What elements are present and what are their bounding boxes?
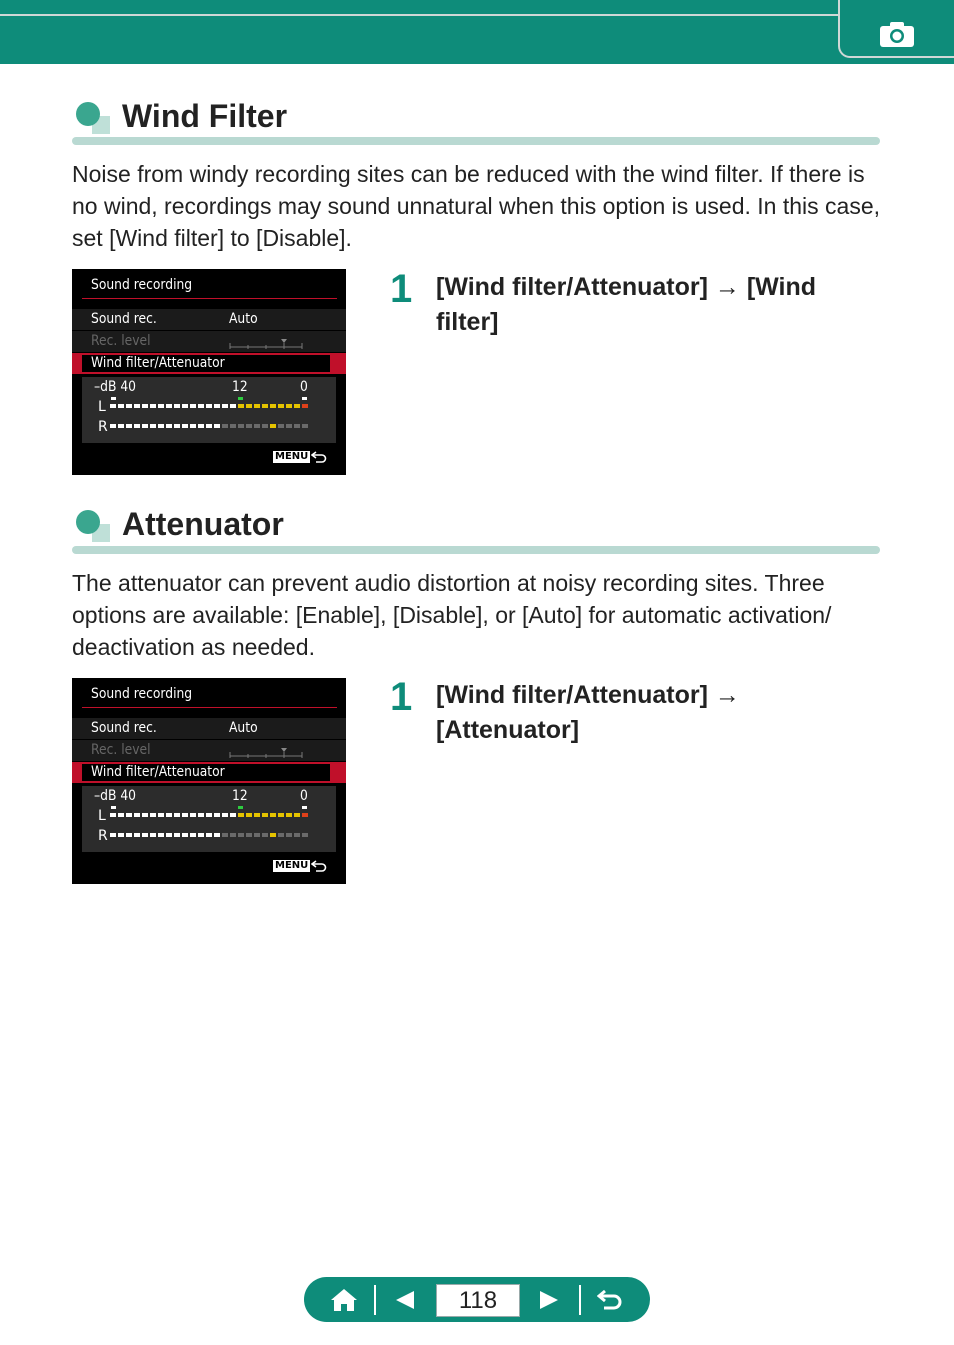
meter-segment <box>262 404 268 408</box>
meter-segment <box>238 404 244 408</box>
meter-segment <box>294 813 300 817</box>
meter-segment <box>230 424 236 428</box>
step-text: [Wind filter/Attenuator] → [Wind filter] <box>436 273 817 336</box>
meter-db-label: –dB 40 <box>94 788 137 804</box>
right-channel-bars <box>110 833 310 839</box>
audio-level-meter <box>82 786 336 852</box>
screen-title: Sound recording <box>91 277 193 293</box>
menu-badge: MENU <box>275 451 309 462</box>
meter-segment <box>246 833 252 837</box>
next-arrow-icon[interactable] <box>538 1289 560 1311</box>
section-body: Noise from windy recording sites can be reduced with the wind filter. If there is no wind, recordings may sound unnatural when this option is used. In this case, set [Wind filter] to [Disable]. <box>72 161 881 251</box>
meter-mid-label: 12 <box>232 379 248 395</box>
section-bullet-icon <box>74 100 110 136</box>
meter-segment <box>270 404 276 408</box>
meter-segment <box>166 833 172 837</box>
screen-title-line <box>82 298 337 299</box>
section-bullet-icon <box>74 508 110 544</box>
right-channel-bars <box>110 424 310 430</box>
meter-tick <box>111 806 116 809</box>
meter-segment <box>174 833 180 837</box>
meter-segment <box>286 424 292 428</box>
meter-segment <box>254 813 260 817</box>
meter-segment <box>214 813 220 817</box>
meter-segment <box>134 424 140 428</box>
meter-segment <box>142 424 148 428</box>
meter-segment <box>214 424 220 428</box>
meter-segment <box>166 424 172 428</box>
meter-segment <box>190 813 196 817</box>
meter-segment <box>230 813 236 817</box>
meter-segment <box>278 404 284 408</box>
meter-tick <box>111 397 116 400</box>
meter-segment <box>286 833 292 837</box>
left-channel-label: L <box>98 808 106 824</box>
page-number: 118 <box>436 1284 520 1317</box>
selected-item-label: Wind filter/Attenuator <box>91 355 225 371</box>
meter-segment <box>206 833 212 837</box>
meter-segment <box>286 404 292 408</box>
meter-segment <box>118 404 124 408</box>
meter-segment <box>182 813 188 817</box>
meter-segment <box>238 813 244 817</box>
meter-segment <box>182 833 188 837</box>
camera-screen-attenuator <box>72 678 346 884</box>
meter-segment <box>126 404 132 408</box>
meter-segment <box>222 404 228 408</box>
meter-segment <box>222 813 228 817</box>
meter-segment <box>286 813 292 817</box>
audio-level-meter <box>82 377 336 443</box>
menu-return-hint <box>273 449 329 465</box>
sound-rec-row <box>72 309 346 330</box>
meter-segment <box>158 813 164 817</box>
meter-tick <box>238 397 243 400</box>
meter-segment <box>278 813 284 817</box>
return-icon <box>311 859 327 873</box>
meter-segment <box>110 813 116 817</box>
meter-segment <box>238 424 244 428</box>
meter-segment <box>302 813 308 817</box>
meter-segment <box>238 833 244 837</box>
meter-segment <box>134 404 140 408</box>
meter-segment <box>302 833 308 837</box>
step-number: 1 <box>390 267 413 311</box>
menu-return-hint <box>273 858 329 874</box>
section-heading-attenuator <box>72 506 672 546</box>
meter-segment <box>174 404 180 408</box>
rec-level-label: Rec. level <box>91 333 151 349</box>
meter-segment <box>214 833 220 837</box>
meter-segment <box>126 424 132 428</box>
rec-level-scale-icon <box>229 339 303 349</box>
return-icon[interactable] <box>597 1287 623 1313</box>
left-channel-bars <box>110 813 310 819</box>
meter-segment <box>150 813 156 817</box>
meter-segment <box>150 424 156 428</box>
meter-segment <box>110 833 116 837</box>
sound-rec-row <box>72 718 346 739</box>
section-rule <box>72 546 880 554</box>
nav-separator <box>579 1285 581 1315</box>
meter-segment <box>230 833 236 837</box>
meter-segment <box>174 813 180 817</box>
meter-segment <box>278 424 284 428</box>
return-icon <box>311 450 327 464</box>
meter-segment <box>198 813 204 817</box>
step-text: [Wind filter/Attenuator] → [Attenuator] <box>436 681 740 744</box>
rec-level-scale-icon <box>229 748 303 758</box>
meter-segment <box>166 404 172 408</box>
right-channel-label: R <box>98 828 108 844</box>
meter-tick <box>302 397 307 400</box>
meter-segment <box>198 424 204 428</box>
meter-segment <box>190 404 196 408</box>
meter-tick <box>302 806 307 809</box>
meter-segment <box>270 424 276 428</box>
meter-segment <box>110 404 116 408</box>
right-channel-label: R <box>98 419 108 435</box>
sound-rec-value: Auto <box>229 720 258 736</box>
meter-segment <box>294 833 300 837</box>
meter-segment <box>246 813 252 817</box>
section-title: Attenuator <box>122 506 284 542</box>
meter-segment <box>254 833 260 837</box>
meter-segment <box>294 424 300 428</box>
left-channel-label: L <box>98 399 106 415</box>
sound-rec-value: Auto <box>229 311 258 327</box>
home-icon[interactable] <box>329 1287 359 1313</box>
meter-segment <box>302 424 308 428</box>
meter-segment <box>134 813 140 817</box>
meter-segment <box>198 833 204 837</box>
meter-segment <box>222 424 228 428</box>
meter-segment <box>118 813 124 817</box>
camera-screen-wind-filter <box>72 269 346 475</box>
meter-segment <box>262 424 268 428</box>
meter-segment <box>158 424 164 428</box>
section-body: The attenuator can prevent audio distortion at noisy recording sites. Three options are available: [Enable], [Disable], or [Auto] for automatic activation/ deactivation as needed. <box>72 570 832 660</box>
meter-segment <box>158 404 164 408</box>
prev-arrow-icon[interactable] <box>394 1289 416 1311</box>
camera-icon <box>878 20 916 48</box>
meter-segment <box>150 833 156 837</box>
meter-segment <box>270 833 276 837</box>
top-bar-divider <box>0 14 840 16</box>
meter-segment <box>190 424 196 428</box>
meter-segment <box>174 424 180 428</box>
meter-segment <box>118 424 124 428</box>
meter-segment <box>278 833 284 837</box>
wind-filter-attenuator-row <box>72 353 346 374</box>
meter-segment <box>214 404 220 408</box>
meter-end-label: 0 <box>300 379 308 395</box>
rec-level-row <box>72 740 346 761</box>
meter-db-label: –dB 40 <box>94 379 137 395</box>
wind-filter-attenuator-row <box>72 762 346 783</box>
meter-segment <box>222 833 228 837</box>
menu-badge: MENU <box>275 860 309 871</box>
selected-item-label: Wind filter/Attenuator <box>91 764 225 780</box>
meter-tick <box>238 806 243 809</box>
meter-segment <box>302 404 308 408</box>
meter-segment <box>206 424 212 428</box>
meter-segment <box>230 404 236 408</box>
meter-segment <box>166 813 172 817</box>
meter-end-label: 0 <box>300 788 308 804</box>
meter-segment <box>142 813 148 817</box>
meter-segment <box>126 833 132 837</box>
meter-segment <box>206 404 212 408</box>
rec-level-label: Rec. level <box>91 742 151 758</box>
nav-separator <box>374 1285 376 1315</box>
screen-title: Sound recording <box>91 686 193 702</box>
step-number: 1 <box>390 675 413 719</box>
sound-rec-label: Sound rec. <box>91 720 157 736</box>
meter-segment <box>126 813 132 817</box>
meter-segment <box>110 424 116 428</box>
top-bar <box>0 0 954 64</box>
meter-segment <box>254 404 260 408</box>
meter-segment <box>182 424 188 428</box>
meter-segment <box>206 813 212 817</box>
meter-segment <box>190 833 196 837</box>
meter-segment <box>262 813 268 817</box>
meter-segment <box>142 833 148 837</box>
meter-segment <box>294 404 300 408</box>
meter-segment <box>246 424 252 428</box>
meter-segment <box>134 833 140 837</box>
section-rule <box>72 137 880 145</box>
meter-segment <box>158 833 164 837</box>
rec-level-row <box>72 331 346 352</box>
meter-segment <box>150 404 156 408</box>
meter-mid-label: 12 <box>232 788 248 804</box>
meter-segment <box>142 404 148 408</box>
meter-segment <box>198 404 204 408</box>
section-title: Wind Filter <box>122 98 288 134</box>
meter-segment <box>246 404 252 408</box>
meter-segment <box>182 404 188 408</box>
meter-segment <box>118 833 124 837</box>
left-channel-bars <box>110 404 310 410</box>
meter-segment <box>254 424 260 428</box>
section-heading-wind-filter <box>72 98 672 138</box>
sound-rec-label: Sound rec. <box>91 311 157 327</box>
screen-title-line <box>82 707 337 708</box>
page-navigation <box>304 1277 650 1322</box>
meter-segment <box>262 833 268 837</box>
meter-segment <box>270 813 276 817</box>
